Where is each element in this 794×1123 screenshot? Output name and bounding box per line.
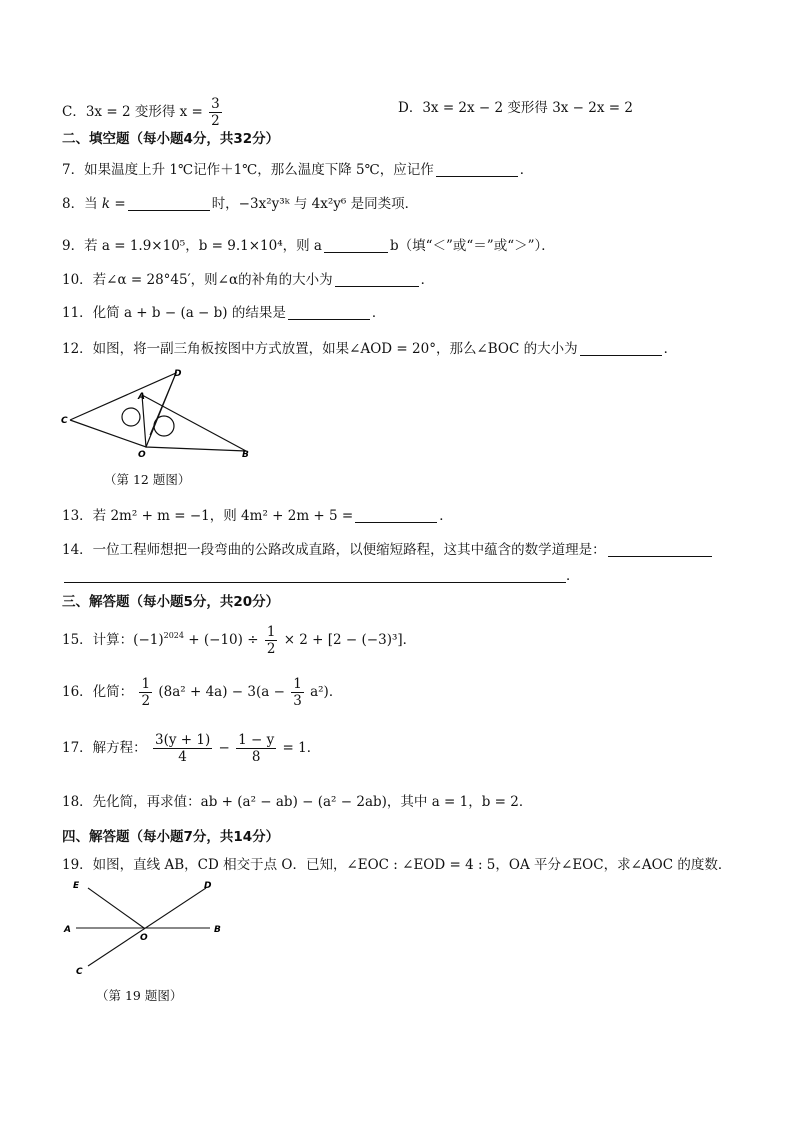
circle-hole xyxy=(122,408,140,426)
option-c: C．3x = 2 变形得 x = $\frac{3}{2}$ xyxy=(62,96,220,129)
question-19: 19．如图，直线 AB，CD 相交于点 O．已知，∠EOC : ∠EOD = 4 : 5，OA 平分∠EOC，求∠AOC 的度数． xyxy=(62,857,732,873)
ray-oe xyxy=(88,888,144,928)
figure-12-triangles xyxy=(58,365,268,465)
point-a-label: A xyxy=(64,925,71,935)
point-d-label: D xyxy=(174,369,182,379)
figure-19-lines xyxy=(58,876,238,986)
figure-19-caption: （第 19 题图） xyxy=(96,988,183,1003)
point-e-label: E xyxy=(73,881,80,891)
question-15: 15．计算：$(-1)^{2024} + (-10)$ ÷ $\frac{1}{2}$ × 2 + [2 − (−3)³]． xyxy=(62,624,417,657)
section-3-title: 三、解答题（每小题5分，共20分） xyxy=(62,594,280,610)
question-8: 8．当 k = 时，−3x²y³ᵏ 与 4x²y⁶ 是同类项． xyxy=(62,196,419,212)
point-o-label: O xyxy=(138,450,146,460)
question-12: 12．如图，将一副三角板按图中方式放置，如果∠AOD = 20°，那么∠BOC 的大小为 ． xyxy=(62,341,678,357)
point-a-label: A xyxy=(138,392,145,402)
point-b-label: B xyxy=(214,925,221,935)
point-c-label: C xyxy=(61,416,68,426)
question-18: 18．先化简，再求值：ab + (a² − ab) − (a² − 2ab)，其中 a = 1，b = 2． xyxy=(62,794,533,810)
point-d-label: D xyxy=(204,881,212,891)
section-2-title: 二、填空题（每小题4分，共32分） xyxy=(62,131,280,147)
point-c-label: C xyxy=(76,967,83,977)
question-14: 14．一位工程师想把一段弯曲的公路改成直路，以便缩短路程，这其中蕴含的数学道理是： xyxy=(62,540,714,560)
line-cd xyxy=(88,888,206,966)
question-11: 11．化简 a + b − (a − b) 的结果是 ． xyxy=(62,305,386,321)
point-b-label: B xyxy=(242,450,249,460)
question-9: 9．若 a = 1.9×10⁵，b = 9.1×10⁴，则 a b（填“＜”或“＝”或“＞”）． xyxy=(62,238,555,254)
question-14-line2: ． xyxy=(64,566,580,586)
question-17: 17．解方程： $\frac{3(y + 1)}{4}$ − $\frac{1 - y}{8}$ = 1． xyxy=(62,732,321,765)
question-7: 7．如果温度上升 1℃记作＋1℃，那么温度下降 5℃，应记作 ． xyxy=(62,162,534,178)
question-10: 10．若∠α = 28°45′，则∠α的补角的大小为 ． xyxy=(62,272,435,288)
question-16: 16．化简： $\frac{1}{2}$ (8a² + 4a) − 3(a − $\frac{1}{3}$ a²)． xyxy=(62,676,343,709)
option-d: D．3x = 2x − 2 变形得 3x − 2x = 2 xyxy=(398,100,633,116)
figure-12-caption: （第 12 题图） xyxy=(104,472,191,487)
point-o-label: O xyxy=(140,933,148,943)
fraction: $\frac{3}{2}$ xyxy=(211,96,220,129)
question-13: 13．若 2m² + m = −1，则 4m² + 2m + 5 = ． xyxy=(62,508,453,524)
section-4-title: 四、解答题（每小题7分，共14分） xyxy=(62,829,280,845)
circle-hole xyxy=(154,416,174,436)
